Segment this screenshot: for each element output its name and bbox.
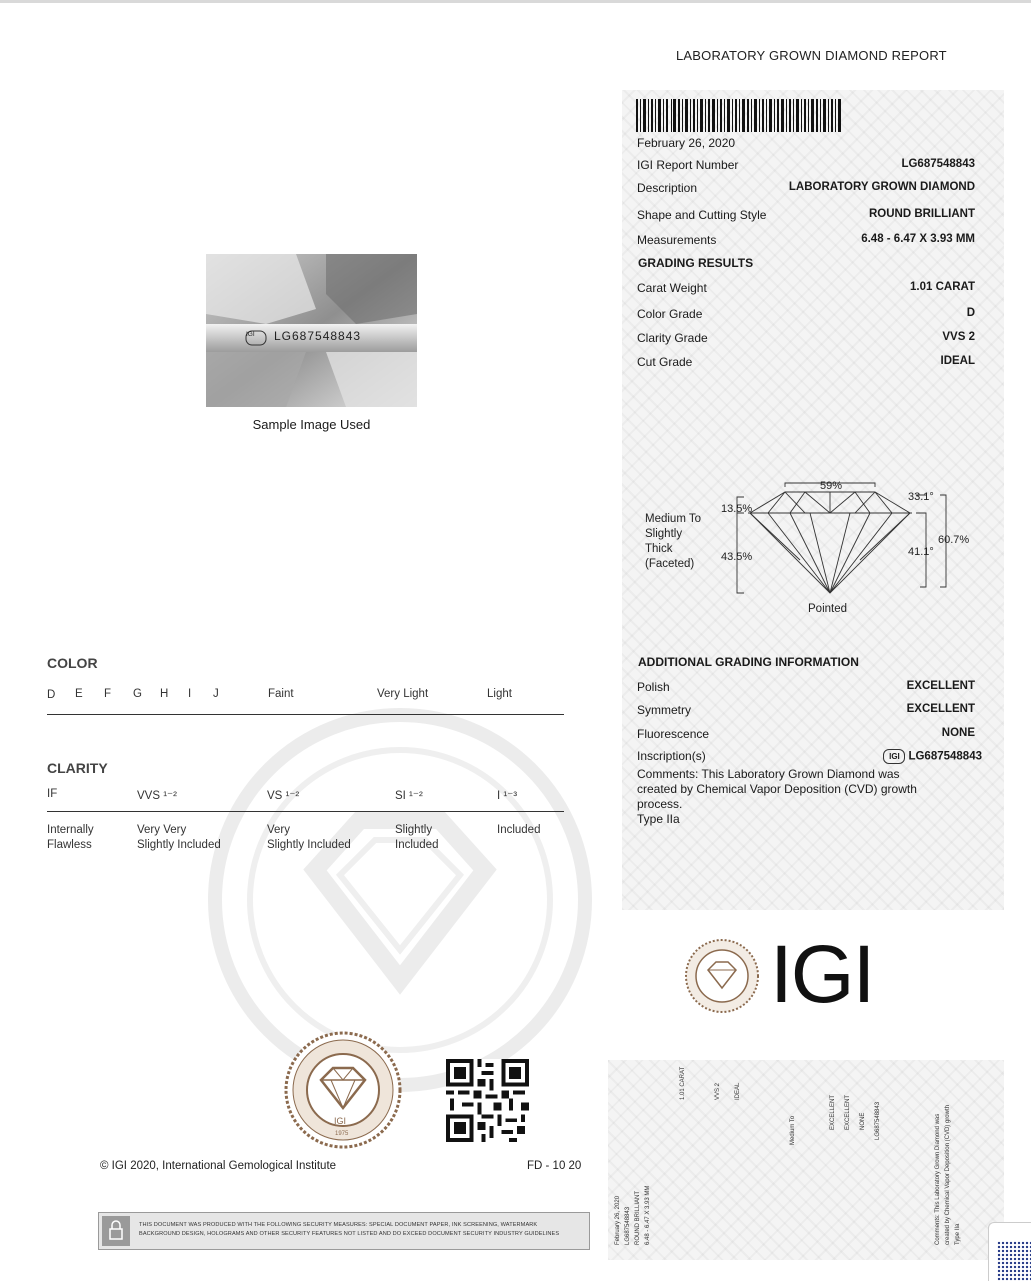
summary-strip-comments: Type IIa bbox=[955, 1223, 961, 1245]
girdle-label: (Faceted) bbox=[645, 558, 695, 570]
row-value: 6.48 - 6.47 X 3.93 MM bbox=[861, 233, 975, 245]
row-label: Polish bbox=[637, 680, 670, 694]
color-grade-h: H bbox=[160, 688, 169, 700]
desc-line: Internally bbox=[47, 824, 94, 836]
sample-caption: Sample Image Used bbox=[252, 417, 371, 432]
row-label: Shape and Cutting Style bbox=[637, 208, 767, 222]
summary-strip-date: February 26, 2020 bbox=[615, 1195, 621, 1245]
row-label: Cut Grade bbox=[637, 355, 693, 369]
clarity-desc-i bbox=[497, 823, 617, 838]
color-grade-j: J bbox=[213, 688, 219, 700]
color-grade-i: I bbox=[188, 688, 192, 700]
polish-row bbox=[637, 680, 975, 696]
table-pct: 59% bbox=[820, 480, 843, 492]
clarity-grade-si: SI ¹⁻² bbox=[395, 790, 423, 802]
row-label: Color Grade bbox=[637, 307, 703, 321]
security-line: BACKGROUND DESIGN, HOLOGRAMS AND OTHER SECURITY FEATURES NOT LISTED AND DO EXCEED DOCUMENT SECURITY INDUSTRY GUIDELINES bbox=[139, 1231, 560, 1237]
igi-seal-icon bbox=[684, 938, 760, 1014]
copyright-text: © IGI 2020, International Gemological Institute bbox=[100, 1160, 337, 1172]
corner-widget-button[interactable] bbox=[988, 1222, 1031, 1281]
row-value: EXCELLENT bbox=[906, 680, 975, 692]
crown-height: 13.5% bbox=[721, 503, 753, 515]
pavilion-depth: 43.5% bbox=[721, 551, 753, 563]
row-label: Symmetry bbox=[637, 703, 691, 717]
color-scale-heading: COLOR bbox=[47, 655, 98, 671]
summary-strip-fluorescence: NONE bbox=[860, 1112, 866, 1130]
summary-strip-measurements: 6.48 - 6.47 X 3.93 MM bbox=[645, 1185, 651, 1245]
grading-results-heading: GRADING RESULTS bbox=[638, 256, 754, 270]
report-number-row bbox=[637, 158, 975, 174]
top-divider bbox=[0, 0, 1031, 3]
additional-info-heading: ADDITIONAL GRADING INFORMATION bbox=[638, 655, 859, 669]
row-value: D bbox=[966, 307, 975, 319]
inscription-row bbox=[637, 749, 982, 765]
qr-code-icon[interactable] bbox=[446, 1059, 529, 1142]
total-depth: 60.7% bbox=[938, 534, 970, 546]
clarity-desc-vvs bbox=[137, 823, 257, 853]
gemological-seal-icon bbox=[283, 1030, 403, 1150]
row-value: EXCELLENT bbox=[906, 703, 975, 715]
summary-strip-comments: Comments: This Laboratory Grown Diamond was bbox=[935, 1113, 941, 1245]
row-value: VVS 2 bbox=[942, 331, 975, 343]
row-value bbox=[883, 749, 982, 764]
comments-block bbox=[637, 767, 987, 827]
security-notice-bar bbox=[98, 1212, 590, 1250]
seal-year: 1975 bbox=[335, 1131, 349, 1137]
desc-line: Included bbox=[395, 839, 439, 851]
security-notice-text bbox=[139, 1221, 579, 1239]
fluorescence-row bbox=[637, 727, 975, 743]
barcode-icon bbox=[636, 99, 842, 132]
row-value: LG687548843 bbox=[901, 158, 975, 170]
summary-strip-girdle: Medium To bbox=[790, 1115, 796, 1145]
summary-strip-shape: ROUND BRILLIANT bbox=[635, 1190, 641, 1245]
color-scale-line bbox=[47, 714, 564, 715]
girdle-label: Thick bbox=[645, 543, 673, 555]
desc-line: Slightly Included bbox=[267, 839, 351, 851]
clarity-grade-if: IF bbox=[47, 788, 58, 800]
row-value: 1.01 CARAT bbox=[910, 281, 975, 293]
row-label: IGI Report Number bbox=[637, 158, 739, 172]
summary-strip-polish: EXCELLENT bbox=[830, 1094, 836, 1130]
desc-line: Very Very bbox=[137, 824, 187, 836]
row-label: Description bbox=[637, 181, 698, 195]
form-code: FD - 10 20 bbox=[527, 1160, 582, 1172]
inscription-value: LG687548843 bbox=[908, 750, 982, 763]
color-grade-row bbox=[637, 307, 975, 323]
desc-line: Slightly Included bbox=[137, 839, 221, 851]
desc-line: Included bbox=[497, 824, 541, 836]
security-line: THIS DOCUMENT WAS PRODUCED WITH THE FOLLOWING SECURITY MEASURES: SPECIAL DOCUMENT PAPER, INK SCREENING, WATERMARK bbox=[139, 1222, 538, 1228]
cut-grade-row bbox=[637, 355, 975, 371]
igi-inscription-icon: IGI bbox=[883, 749, 905, 764]
pavilion-angle: 41.1° bbox=[908, 546, 934, 558]
culet-label: Pointed bbox=[808, 603, 848, 615]
clarity-grade-vvs: VVS ¹⁻² bbox=[137, 790, 177, 802]
clarity-grade-row bbox=[637, 331, 975, 347]
row-value: NONE bbox=[941, 727, 975, 739]
summary-strip-cut: IDEAL bbox=[735, 1082, 741, 1100]
summary-strip-clarity: VVS 2 bbox=[715, 1082, 721, 1100]
comments-line: Comments: This Laboratory Grown Diamond was bbox=[637, 767, 900, 781]
desc-line: Flawless bbox=[47, 839, 92, 851]
measurements-row bbox=[637, 233, 975, 249]
clarity-grade-vs: VS ¹⁻² bbox=[267, 790, 300, 802]
report-date: February 26, 2020 bbox=[637, 136, 736, 150]
row-value: ROUND BRILLIANT bbox=[868, 208, 975, 220]
proportions-diagram bbox=[640, 475, 980, 620]
row-label: Clarity Grade bbox=[637, 331, 708, 345]
color-grade-d: D bbox=[47, 689, 56, 701]
report-title: LABORATORY GROWN DIAMOND REPORT bbox=[676, 48, 947, 63]
summary-strip-number: LG687548843 bbox=[625, 1206, 631, 1245]
comments-line: Type IIa bbox=[637, 812, 680, 826]
clarity-scale-line bbox=[47, 811, 564, 812]
color-range-faint: Faint bbox=[268, 688, 294, 700]
sample-inscription-icon: IGI bbox=[246, 331, 255, 338]
clarity-desc-vs bbox=[267, 823, 387, 853]
clarity-grade-i: I ¹⁻³ bbox=[497, 790, 518, 802]
row-label: Carat Weight bbox=[637, 281, 707, 295]
desc-line: Very bbox=[267, 824, 291, 836]
summary-strip-comments: created by Chemical Vapor Deposition (CVD) growth bbox=[945, 1105, 951, 1245]
row-label: Fluorescence bbox=[637, 727, 710, 741]
row-value: IDEAL bbox=[940, 355, 975, 367]
color-range-light: Light bbox=[487, 688, 512, 700]
symmetry-row bbox=[637, 703, 975, 719]
row-label: Inscription(s) bbox=[637, 749, 706, 763]
sample-inscription-text: LG687548843 bbox=[274, 329, 362, 343]
girdle-label: Slightly bbox=[645, 528, 683, 540]
color-grade-f: F bbox=[104, 688, 112, 700]
color-range-very-light: Very Light bbox=[377, 688, 429, 700]
summary-strip-carat: 1.01 CARAT bbox=[680, 1066, 686, 1100]
igi-logo-text: IGI bbox=[770, 929, 874, 1020]
lock-icon bbox=[102, 1216, 130, 1246]
desc-line: Slightly bbox=[395, 824, 433, 836]
row-value: LABORATORY GROWN DIAMOND bbox=[788, 181, 975, 193]
summary-strip-inscription: LG687548843 bbox=[875, 1101, 881, 1140]
comments-line: process. bbox=[637, 797, 683, 811]
description-row bbox=[637, 181, 975, 197]
crown-angle: 33.1° bbox=[908, 491, 934, 503]
comments-line: created by Chemical Vapor Deposition (CVD) growth bbox=[637, 782, 917, 796]
seal-mono: IGI bbox=[334, 1116, 347, 1126]
girdle-label: Medium To bbox=[645, 513, 702, 525]
color-grade-g: G bbox=[133, 688, 142, 700]
summary-strip-symmetry: EXCELLENT bbox=[845, 1094, 851, 1130]
dot-pattern-icon bbox=[997, 1241, 1031, 1281]
shape-row bbox=[637, 208, 975, 224]
color-grade-e: E bbox=[75, 688, 83, 700]
carat-row bbox=[637, 281, 975, 297]
row-label: Measurements bbox=[637, 233, 717, 247]
clarity-scale-heading: CLARITY bbox=[47, 760, 108, 776]
